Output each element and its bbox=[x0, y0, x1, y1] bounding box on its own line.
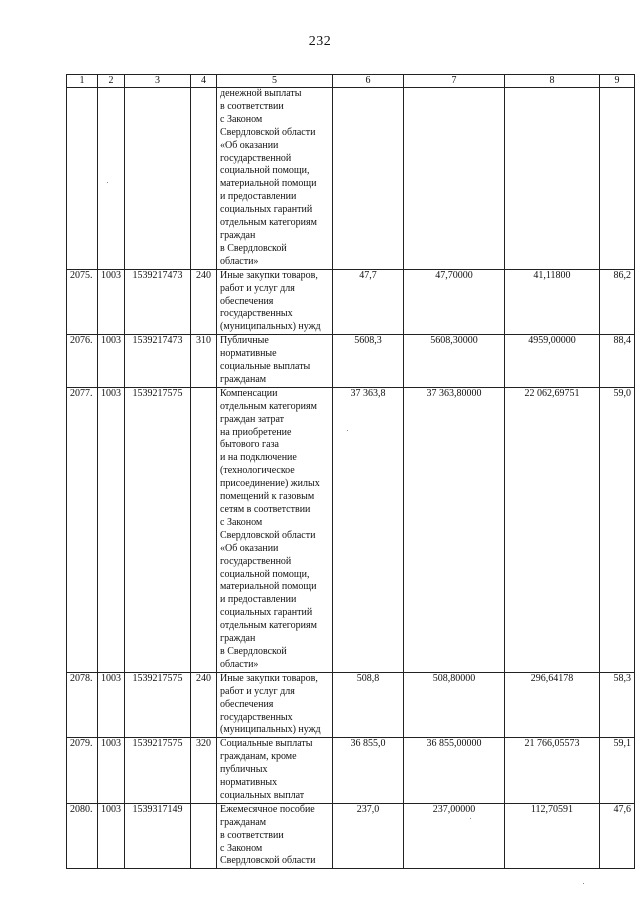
column-header-1: 1 bbox=[67, 75, 98, 88]
column-header-2: 2 bbox=[98, 75, 125, 88]
planned-amount: 47,7 bbox=[333, 269, 404, 335]
execution-percent: 58,3 bbox=[600, 672, 635, 738]
table-row bbox=[67, 803, 635, 869]
executed-amount: 22 062,69751 bbox=[505, 387, 600, 672]
target-article-code: 1539217575 bbox=[125, 738, 191, 804]
section-code: 1003 bbox=[98, 672, 125, 738]
expense-type-code: 320 bbox=[191, 738, 217, 804]
approved-amount: 47,70000 bbox=[404, 269, 505, 335]
table-header-row bbox=[67, 75, 635, 88]
column-header-9: 9 bbox=[600, 75, 635, 88]
scan-speck bbox=[347, 430, 348, 431]
column-header-7: 7 bbox=[404, 75, 505, 88]
item-description: Публичные нормативные социальные выплаты гражданам bbox=[217, 335, 333, 388]
section-code: 1003 bbox=[98, 803, 125, 869]
planned-amount: 37 363,8 bbox=[333, 387, 404, 672]
execution-percent: 47,6 bbox=[600, 803, 635, 869]
scan-speck bbox=[107, 182, 108, 183]
executed-amount: 112,70591 bbox=[505, 803, 600, 869]
planned-amount: 237,0 bbox=[333, 803, 404, 869]
table-row bbox=[67, 335, 635, 388]
planned-amount: 5608,3 bbox=[333, 335, 404, 388]
row-number: 2077. bbox=[67, 387, 98, 672]
item-description: Компенсации отдельным категориям граждан затрат на приобретение бытового газа и на подключение (технологическое присоединение) жилых помещений к газовым сетям в соответствии с Законом Свердловской области «Об оказании государственной социальной помощи, материальной помощи и предоставлении социальных гарантий отдельным категориям граждан в Свердловской области» bbox=[217, 387, 333, 672]
section-code: 1003 bbox=[98, 269, 125, 335]
scan-speck bbox=[470, 818, 471, 819]
section-code: 1003 bbox=[98, 335, 125, 388]
approved-amount: 237,00000 bbox=[404, 803, 505, 869]
execution-percent: 86,2 bbox=[600, 269, 635, 335]
item-description: денежной выплаты в соответствии с Законом Свердловской области «Об оказании государственной социальной помощи, материальной помощи и предоставлении социальных гарантий отдельным категориям граждан в Свердловской области» bbox=[217, 88, 333, 270]
section-code: 1003 bbox=[98, 738, 125, 804]
table-row bbox=[67, 88, 635, 270]
target-article-code: 1539217575 bbox=[125, 387, 191, 672]
budget-table bbox=[66, 74, 635, 869]
expense-type-code bbox=[191, 88, 217, 270]
column-header-8: 8 bbox=[505, 75, 600, 88]
planned-amount: 36 855,0 bbox=[333, 738, 404, 804]
section-code: 1003 bbox=[98, 387, 125, 672]
target-article-code: 1539217473 bbox=[125, 335, 191, 388]
approved-amount: 5608,30000 bbox=[404, 335, 505, 388]
expense-type-code: 310 bbox=[191, 335, 217, 388]
scan-speck bbox=[583, 883, 584, 884]
target-article-code: 1539317149 bbox=[125, 803, 191, 869]
expense-type-code: 240 bbox=[191, 672, 217, 738]
table-row bbox=[67, 269, 635, 335]
row-number: 2076. bbox=[67, 335, 98, 388]
approved-amount: 36 855,00000 bbox=[404, 738, 505, 804]
item-description: Иные закупки товаров, работ и услуг для обеспечения государственных (муниципальных) нужд bbox=[217, 269, 333, 335]
target-article-code bbox=[125, 88, 191, 270]
executed-amount: 21 766,05573 bbox=[505, 738, 600, 804]
item-description: Ежемесячное пособие гражданам в соответствии с Законом Свердловской области bbox=[217, 803, 333, 869]
section-code bbox=[98, 88, 125, 270]
page-number: 232 bbox=[308, 34, 332, 49]
execution-percent: 59,1 bbox=[600, 738, 635, 804]
target-article-code: 1539217473 bbox=[125, 269, 191, 335]
planned-amount bbox=[333, 88, 404, 270]
approved-amount: 508,80000 bbox=[404, 672, 505, 738]
table-row bbox=[67, 672, 635, 738]
execution-percent: 88,4 bbox=[600, 335, 635, 388]
approved-amount: 37 363,80000 bbox=[404, 387, 505, 672]
row-number: 2079. bbox=[67, 738, 98, 804]
item-description: Иные закупки товаров, работ и услуг для обеспечения государственных (муниципальных) нужд bbox=[217, 672, 333, 738]
expense-type-code bbox=[191, 803, 217, 869]
expense-type-code bbox=[191, 387, 217, 672]
column-header-3: 3 bbox=[125, 75, 191, 88]
execution-percent bbox=[600, 88, 635, 270]
executed-amount: 4959,00000 bbox=[505, 335, 600, 388]
row-number: 2080. bbox=[67, 803, 98, 869]
executed-amount: 296,64178 bbox=[505, 672, 600, 738]
column-header-6: 6 bbox=[333, 75, 404, 88]
target-article-code: 1539217575 bbox=[125, 672, 191, 738]
planned-amount: 508,8 bbox=[333, 672, 404, 738]
table-row bbox=[67, 738, 635, 804]
item-description: Социальные выплаты гражданам, кроме публичных нормативных социальных выплат bbox=[217, 738, 333, 804]
row-number: 2075. bbox=[67, 269, 98, 335]
executed-amount bbox=[505, 88, 600, 270]
executed-amount: 41,11800 bbox=[505, 269, 600, 335]
row-number bbox=[67, 88, 98, 270]
column-header-5: 5 bbox=[217, 75, 333, 88]
column-header-4: 4 bbox=[191, 75, 217, 88]
execution-percent: 59,0 bbox=[600, 387, 635, 672]
expense-type-code: 240 bbox=[191, 269, 217, 335]
row-number: 2078. bbox=[67, 672, 98, 738]
approved-amount bbox=[404, 88, 505, 270]
table-row bbox=[67, 387, 635, 672]
